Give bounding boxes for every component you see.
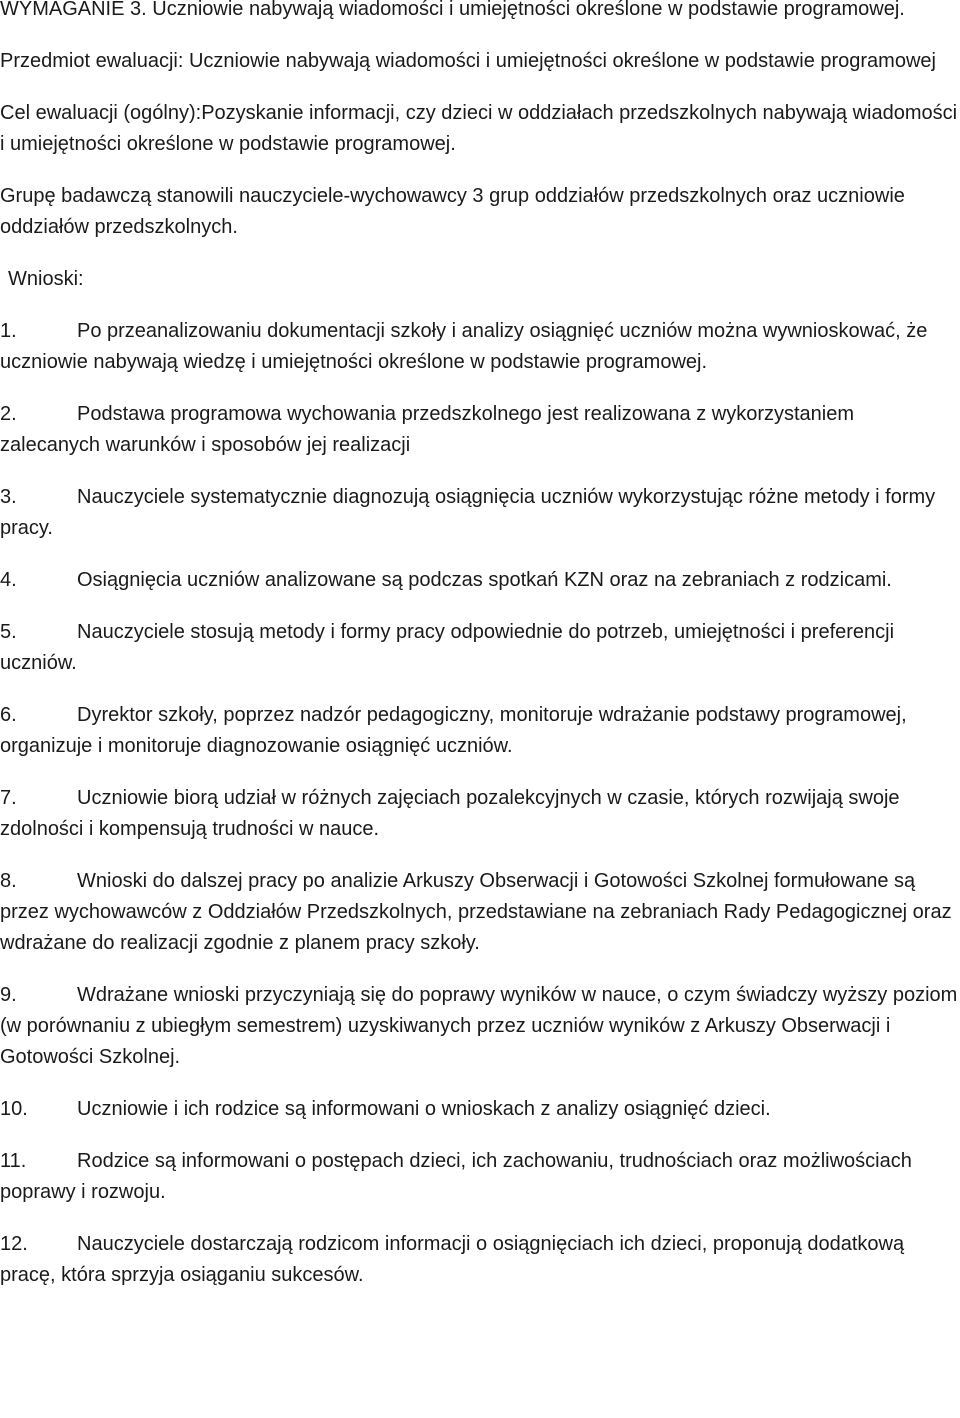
conclusion-item: [0, 399, 958, 461]
conclusions-list: [0, 316, 958, 1291]
conclusion-text: Po przeanalizowaniu dokumentacji szkoły i analizy osiągnięć uczniów można wywnioskować, że uczniowie nabywają wiedzę i umiejętności określone w podstawie programowej.: [0, 320, 928, 373]
conclusion-number: 11.: [0, 1150, 27, 1172]
conclusion-item: [0, 980, 958, 1073]
conclusion-item: [0, 617, 958, 679]
conclusion-number: 3.: [0, 486, 17, 508]
conclusion-number: 9.: [0, 984, 17, 1006]
conclusion-number: 8.: [0, 870, 17, 892]
evaluation-goal: Cel ewaluacji (ogólny):Pozyskanie informacji, czy dzieci w oddziałach przedszkolnych nabywają wiadomości i umiejętności określone w podstawie programowej.: [0, 102, 958, 155]
evaluation-subject: Przedmiot ewaluacji: Uczniowie nabywają wiadomości i umiejętności określone w podstawie programowej: [0, 50, 936, 72]
conclusion-text: Rodzice są informowani o postępach dzieci, ich zachowaniu, trudnościach oraz możliwościach poprawy i rozwoju.: [0, 1150, 912, 1203]
conclusion-text: Wdrażane wnioski przyczyniają się do poprawy wyników w nauce, o czym świadczy wyższy poziom (w porównaniu z ubiegłym semestrem) uzyskiwanych przez uczniów wyników z Arkuszy Obserwacji i Gotowości Szkolnej.: [0, 984, 958, 1068]
conclusions-label: Wnioski:: [8, 268, 84, 290]
conclusion-item: [0, 783, 958, 845]
conclusion-number: 1.: [0, 320, 17, 342]
conclusion-number: 5.: [0, 621, 17, 643]
conclusion-number: 2.: [0, 403, 17, 425]
conclusion-item: [0, 700, 958, 762]
conclusion-number: 4.: [0, 569, 17, 591]
conclusion-item: [0, 1094, 958, 1125]
conclusion-item: [0, 565, 958, 596]
conclusion-item: [0, 1229, 958, 1291]
conclusion-number: 12.: [0, 1233, 28, 1255]
conclusion-text: Podstawa programowa wychowania przedszkolnego jest realizowana z wykorzystaniem zalecanych warunków i sposobów jej realizacji: [0, 403, 855, 456]
conclusion-text: Osiągnięcia uczniów analizowane są podczas spotkań KZN oraz na zebraniach z rodzicami.: [77, 569, 892, 591]
conclusion-text: Uczniowie biorą udział w różnych zajęciach pozalekcyjnych w czasie, których rozwijają swoje zdolności i kompensują trudności w nauce.: [0, 787, 900, 840]
conclusion-text: Uczniowie i ich rodzice są informowani o wnioskach z analizy osiągnięć dzieci.: [77, 1098, 771, 1120]
conclusion-item: [0, 866, 958, 959]
conclusion-text: Dyrektor szkoły, poprzez nadzór pedagogiczny, monitoruje wdrażanie podstawy programowej, organizuje i monitoruje diagnozowanie osiągnięć uczniów.: [0, 704, 907, 757]
requirement-heading: WYMAGANIE 3. Uczniowie nabywają wiadomości i umiejętności określone w podstawie programowej.: [0, 0, 905, 20]
conclusion-text: Nauczyciele stosują metody i formy pracy odpowiednie do potrzeb, umiejętności i preferencji uczniów.: [0, 621, 895, 674]
conclusion-text: Nauczyciele dostarczają rodzicom informacji o osiągnięciach ich dzieci, proponują dodatkową pracę, która sprzyja osiąganiu sukcesów.: [0, 1233, 905, 1286]
conclusion-item: [0, 482, 958, 544]
conclusion-number: 10.: [0, 1098, 28, 1120]
conclusion-number: 7.: [0, 787, 17, 809]
conclusion-item: [0, 316, 958, 378]
conclusion-text: Wnioski do dalszej pracy po analizie Arkuszy Obserwacji i Gotowości Szkolnej formułowane są przez wychowawców z Oddziałów Przedszkolnych, przedstawiane na zebraniach Rady Pedagogicznej oraz wdrażane do realizacji zgodnie z planem pracy szkoły.: [0, 870, 952, 954]
conclusion-number: 6.: [0, 704, 17, 726]
conclusion-text: Nauczyciele systematycznie diagnozują osiągnięcia uczniów wykorzystując różne metody i formy pracy.: [0, 486, 936, 539]
conclusion-item: [0, 1146, 958, 1208]
research-group: Grupę badawczą stanowili nauczyciele-wychowawcy 3 grup oddziałów przedszkolnych oraz uczniowie oddziałów przedszkolnych.: [0, 185, 905, 238]
